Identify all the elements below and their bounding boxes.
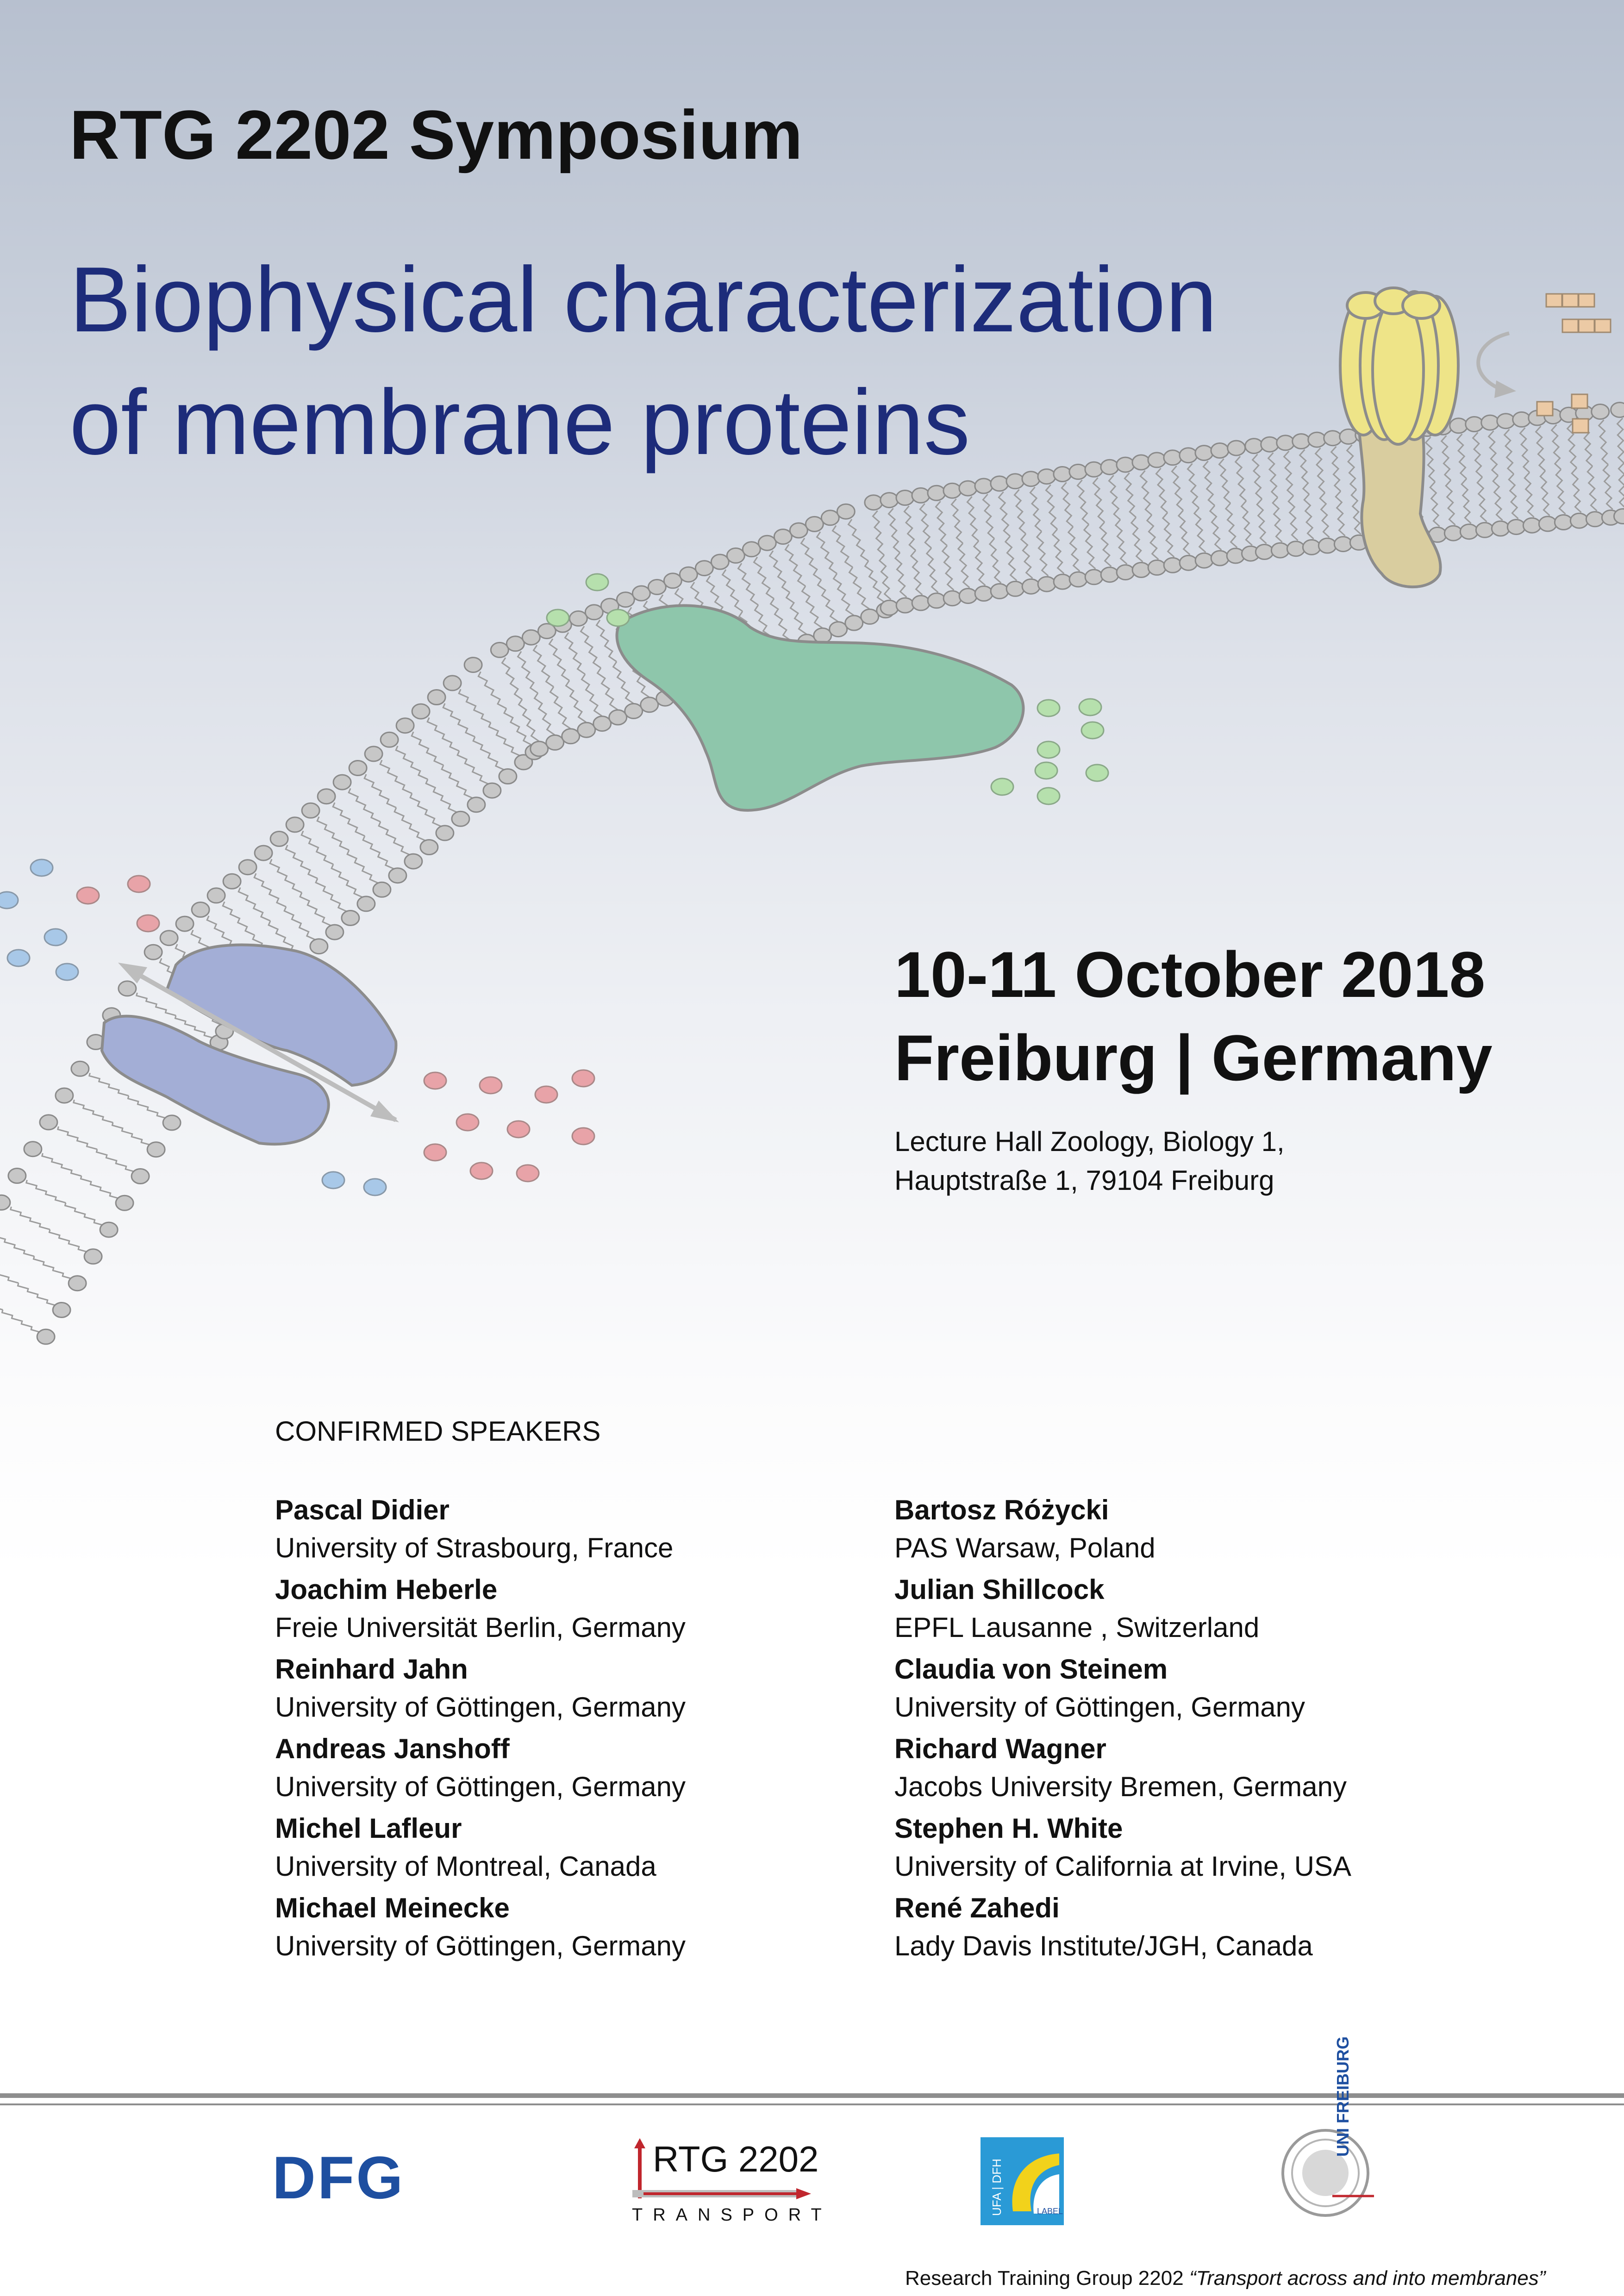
lipid-head	[381, 732, 398, 747]
lipid-head	[1054, 574, 1071, 589]
atp-product-box	[1579, 319, 1594, 332]
speaker-name: Pascal Didier	[275, 1494, 450, 1525]
university-seal-icon	[1277, 2127, 1374, 2219]
lipid-head	[680, 567, 697, 582]
lipid-head	[1261, 437, 1279, 452]
substrate-molecule	[137, 915, 159, 932]
speaker-name: Bartosz Różycki	[894, 1494, 1109, 1525]
lipid-head	[625, 703, 643, 718]
lipid-head	[176, 916, 194, 931]
lipid-head	[1287, 541, 1305, 556]
lipid-head	[1481, 415, 1499, 430]
lipid-head	[84, 1249, 102, 1264]
lipid-head	[1303, 540, 1320, 554]
lipid-head	[160, 931, 178, 946]
uni-freiburg-text: UNI FREIBURG	[1333, 2036, 1352, 2157]
ion-molecule	[1086, 765, 1108, 781]
lipid-head	[389, 868, 406, 883]
speaker-name: Claudia von Steinem	[894, 1654, 1168, 1685]
atp-product-box	[1572, 394, 1587, 408]
speaker-name: Michael Meinecke	[275, 1892, 510, 1923]
lipid-head	[664, 573, 681, 588]
lipid-head	[1513, 412, 1530, 427]
speaker-affiliation: PAS Warsaw, Poland	[894, 1532, 1156, 1563]
lipid-head	[1592, 404, 1609, 419]
lipid-head	[1555, 515, 1572, 530]
lipid-head	[373, 882, 391, 897]
lipid-head	[37, 1329, 55, 1344]
lipid-head	[310, 939, 328, 954]
lipid-head	[975, 586, 993, 601]
lipid-head	[349, 761, 367, 776]
lipid-head	[147, 1142, 165, 1157]
lipid-head	[1195, 553, 1213, 568]
cosubstrate-molecule	[364, 1179, 386, 1195]
topic-title-line-2: of membrane proteins	[69, 371, 970, 474]
lipid-head	[861, 609, 879, 624]
lipid-head	[1117, 565, 1134, 580]
lipid-head	[163, 1115, 181, 1130]
lipid-head	[743, 542, 760, 557]
lipid-head	[1586, 512, 1604, 527]
lipid-head	[774, 529, 792, 544]
ion-molecule	[1081, 722, 1104, 739]
lipid-head	[912, 488, 930, 503]
substrate-molecule	[456, 1114, 479, 1131]
lipid-head	[1318, 538, 1336, 553]
rtg-logo-subtitle: TRANSPORT	[632, 2205, 832, 2225]
speaker-affiliation: University of Göttingen, Germany	[275, 1930, 686, 1961]
speaker-affiliation: University of Göttingen, Germany	[275, 1771, 686, 1802]
lipid-head	[1444, 526, 1462, 541]
lipid-head	[452, 811, 469, 826]
lipid-head	[1277, 436, 1294, 450]
transport-arrowhead-right	[370, 1101, 399, 1122]
lipid-head	[1492, 521, 1509, 536]
substrate-molecule	[424, 1072, 446, 1089]
lipid-head	[1308, 432, 1326, 447]
lipid-head	[131, 1169, 149, 1184]
ion-molecule	[607, 610, 629, 626]
lipid-head	[365, 747, 382, 761]
speaker-entry	[894, 1730, 1351, 1810]
speaker-affiliation: University of Strasbourg, France	[275, 1532, 674, 1563]
speaker-entry	[894, 1491, 1351, 1571]
lipid-head	[531, 741, 548, 756]
lipid-head	[326, 925, 344, 940]
lipid-head	[40, 1115, 57, 1130]
substrate-molecule	[470, 1163, 493, 1179]
speaker-entry	[275, 1571, 686, 1650]
speaker-name: Stephen H. White	[894, 1813, 1123, 1844]
lipid-head	[71, 1061, 89, 1076]
lipid-head	[491, 642, 508, 657]
lipid-head	[499, 769, 517, 784]
lipid-head	[814, 628, 831, 643]
ufa-logo-text: UFA | DFH	[990, 2159, 1004, 2216]
speaker-affiliation: University of Montreal, Canada	[275, 1851, 656, 1882]
lipid-head	[116, 1195, 133, 1210]
substrate-molecule	[128, 876, 150, 892]
lipid-head	[270, 832, 288, 846]
lipid-head	[865, 495, 882, 510]
lipid-head	[420, 840, 438, 855]
substrate-molecule	[507, 1121, 530, 1138]
speaker-entry	[275, 1810, 686, 1889]
footer-tagline	[905, 2267, 1545, 2290]
lipid-head	[632, 586, 650, 601]
tagline-prefix: Research Training Group 2202	[905, 2267, 1184, 2290]
footer-divider	[0, 2093, 1624, 2098]
lipid-head	[255, 846, 272, 860]
lipid-head	[318, 789, 335, 804]
lipid-head	[1611, 403, 1624, 417]
speaker-entry	[275, 1650, 686, 1730]
atp-product-box	[1595, 319, 1611, 332]
lipid-head	[912, 596, 930, 610]
lipid-head	[896, 598, 914, 613]
lipid-head	[144, 945, 162, 959]
atp-synthase-f1-head	[1340, 288, 1458, 444]
cosubstrate-molecule	[56, 964, 78, 980]
lipid-head	[830, 622, 847, 637]
lipid-head	[1148, 560, 1166, 575]
lipid-head	[578, 722, 595, 737]
lipid-head	[443, 676, 461, 691]
speaker-entry	[894, 1889, 1351, 1969]
speaker-affiliation: EPFL Lausanne , Switzerland	[894, 1612, 1260, 1643]
lipid-head	[464, 658, 482, 672]
cosubstrate-molecule	[31, 859, 53, 876]
lipid-head	[806, 516, 823, 531]
lipid-head	[100, 1222, 118, 1237]
rotation-arrowhead	[1494, 380, 1516, 398]
lipid-head	[69, 1276, 86, 1291]
lipid-head	[436, 826, 454, 840]
rotation-arrow	[1478, 333, 1509, 389]
lipid-head	[468, 797, 485, 812]
lipid-head	[569, 611, 587, 626]
rtg-logo-name: RTG 2202	[653, 2139, 819, 2179]
transport-arrowhead-left	[118, 963, 147, 983]
ion-molecule	[586, 574, 608, 591]
lipid-head	[1069, 572, 1087, 587]
footer-divider-thin	[0, 2103, 1624, 2105]
lipid-head	[1085, 570, 1103, 585]
event-dates: 10-11 October 2018	[894, 938, 1486, 1011]
lipid-head	[959, 589, 977, 604]
lipid-head	[8, 1169, 26, 1183]
lipid-head	[837, 504, 855, 519]
speaker-affiliation: Freie Universität Berlin, Germany	[275, 1612, 686, 1643]
substrate-molecule	[77, 887, 99, 904]
speaker-entry	[275, 1730, 686, 1810]
lipid-head	[790, 523, 807, 538]
lipid-head	[119, 981, 136, 996]
substrate-molecule	[424, 1144, 446, 1161]
lipid-head	[617, 592, 634, 607]
lipid-head	[1476, 523, 1493, 537]
lipid-head	[991, 584, 1008, 598]
ion-molecule	[1037, 741, 1060, 758]
speaker-entry	[894, 1571, 1351, 1650]
lipid-head	[1101, 567, 1118, 582]
ion-molecule	[991, 778, 1013, 795]
lipid-head	[562, 729, 580, 744]
topic-title	[69, 238, 1217, 484]
speaker-affiliation: Lady Davis Institute/JGH, Canada	[894, 1930, 1313, 1961]
lipid-head	[881, 600, 898, 615]
dfg-logo: DFG	[272, 2144, 405, 2211]
lipid-head	[239, 860, 256, 875]
venue-address	[894, 1122, 1285, 1200]
ufa-logo-label: LABEL	[1037, 2207, 1063, 2216]
lipid-head	[546, 735, 564, 750]
lipid-head	[1293, 434, 1310, 449]
lipid-head	[943, 591, 961, 606]
substrate-molecule	[572, 1128, 594, 1145]
substrate-molecule	[572, 1070, 594, 1087]
speakers-left-column	[275, 1491, 686, 1969]
topic-title-line-1: Biophysical characterization	[69, 248, 1218, 351]
lipid-head	[896, 491, 914, 505]
lipid-head	[483, 783, 501, 798]
atp-product-box	[1573, 419, 1588, 433]
lipid-head	[593, 716, 611, 731]
lipid-head	[333, 775, 351, 790]
ion-molecule	[1079, 699, 1101, 716]
lipid-head	[405, 854, 422, 869]
atp-product-box	[1562, 294, 1578, 307]
ufa-dfh-logo	[981, 2137, 1064, 2225]
lipid-head	[1466, 417, 1483, 432]
ion-molecule	[1035, 762, 1057, 779]
lipid-head	[1334, 537, 1352, 552]
lipid-head	[727, 548, 744, 563]
lipid-head	[1006, 581, 1024, 596]
speaker-entry	[275, 1491, 686, 1571]
lipid-head	[286, 817, 304, 832]
speaker-name: Andreas Janshoff	[275, 1733, 510, 1764]
lipid-head	[1497, 414, 1515, 429]
ion-molecule	[1037, 700, 1060, 716]
speaker-name: Julian Shillcock	[894, 1574, 1105, 1605]
lipid-head	[1132, 563, 1150, 578]
lipid-head	[207, 888, 225, 903]
lipid-head	[1523, 518, 1541, 533]
venue-line-1: Lecture Hall Zoology, Biology 1,	[894, 1126, 1285, 1157]
lipid-head	[357, 896, 375, 911]
lipid-head	[302, 803, 319, 818]
lipid-head	[711, 554, 729, 569]
ion-molecule	[547, 610, 569, 626]
speaker-name: Michel Lafleur	[275, 1813, 462, 1844]
lipid-head	[0, 1195, 10, 1210]
lipid-head	[506, 636, 524, 651]
cosubstrate-molecule	[322, 1172, 344, 1188]
lipid-head	[609, 710, 627, 725]
cosubstrate-molecule	[44, 929, 67, 946]
tagline-quote: “Transport across and into membranes”	[1189, 2267, 1546, 2290]
lipid-head	[928, 485, 945, 500]
speaker-name: Reinhard Jahn	[275, 1654, 468, 1685]
speaker-entry	[894, 1650, 1351, 1730]
substrate-molecule	[517, 1165, 539, 1182]
lipid-head	[758, 535, 776, 550]
lipid-head	[412, 704, 430, 719]
lipid-head	[1211, 551, 1229, 566]
event-location: Freiburg | Germany	[894, 1021, 1493, 1094]
substrate-molecule	[535, 1086, 557, 1103]
lipid-head	[1614, 509, 1624, 524]
lipid-head	[1539, 516, 1556, 531]
speaker-affiliation: University of Göttingen, Germany	[275, 1692, 686, 1723]
atp-product-box	[1579, 294, 1594, 307]
speaker-affiliation: University of California at Irvine, USA	[894, 1851, 1352, 1882]
lipid-head	[1255, 545, 1273, 560]
speaker-entry	[275, 1889, 686, 1969]
lipid-head	[1038, 577, 1056, 591]
lipid-head	[24, 1142, 42, 1157]
lipid-head	[53, 1303, 70, 1318]
cosubstrate-molecule	[7, 950, 30, 966]
symposium-title: RTG 2202 Symposium	[69, 96, 803, 174]
lipid-head	[342, 911, 359, 926]
atp-product-box	[1537, 402, 1553, 416]
rtg-2202-logo	[630, 2138, 832, 2231]
lipid-head	[1164, 558, 1181, 572]
lipid-head	[1228, 441, 1245, 455]
lipid-head	[428, 690, 445, 705]
lipid-head	[845, 616, 863, 630]
venue-line-2: Hauptstraße 1, 79104 Freiburg	[894, 1165, 1274, 1196]
lipid-head	[1570, 513, 1588, 528]
ion-molecule	[1037, 788, 1060, 804]
speaker-name: Richard Wagner	[894, 1733, 1106, 1764]
lipid-head	[928, 593, 945, 608]
lipid-head	[821, 510, 839, 525]
transporter-protein	[102, 945, 399, 1145]
substrate-molecule	[480, 1077, 502, 1094]
lipid-head	[1324, 431, 1342, 446]
lipid-head	[192, 902, 209, 917]
lipid-head	[56, 1088, 73, 1103]
speakers-right-column	[894, 1491, 1351, 1969]
lipid-head	[648, 579, 666, 594]
speaker-name: Joachim Heberle	[275, 1574, 498, 1605]
lipid-head	[641, 697, 658, 712]
lipid-head	[1245, 439, 1263, 454]
speaker-name: René Zahedi	[894, 1892, 1060, 1923]
lipid-head	[943, 483, 961, 498]
speakers-heading: CONFIRMED SPEAKERS	[275, 1416, 601, 1447]
lipid-head	[1180, 555, 1197, 570]
lipid-head	[695, 561, 713, 576]
lipid-head	[1460, 524, 1478, 539]
atp-product-box	[1562, 319, 1578, 332]
lipid-head	[1507, 520, 1525, 535]
lipid-head	[585, 605, 603, 620]
lipid-head	[881, 493, 898, 508]
lipid-head	[1271, 543, 1289, 558]
lipid-head	[1450, 418, 1468, 433]
lipid-head	[396, 718, 414, 733]
speaker-affiliation: University of Göttingen, Germany	[894, 1692, 1305, 1723]
cosubstrate-molecule	[0, 892, 18, 908]
speaker-affiliation: Jacobs University Bremen, Germany	[894, 1771, 1347, 1802]
lipid-head	[1022, 579, 1040, 594]
atp-product-box	[1546, 294, 1562, 307]
speaker-entry	[894, 1810, 1351, 1889]
lipid-head	[522, 630, 540, 645]
lipid-head	[223, 874, 241, 889]
